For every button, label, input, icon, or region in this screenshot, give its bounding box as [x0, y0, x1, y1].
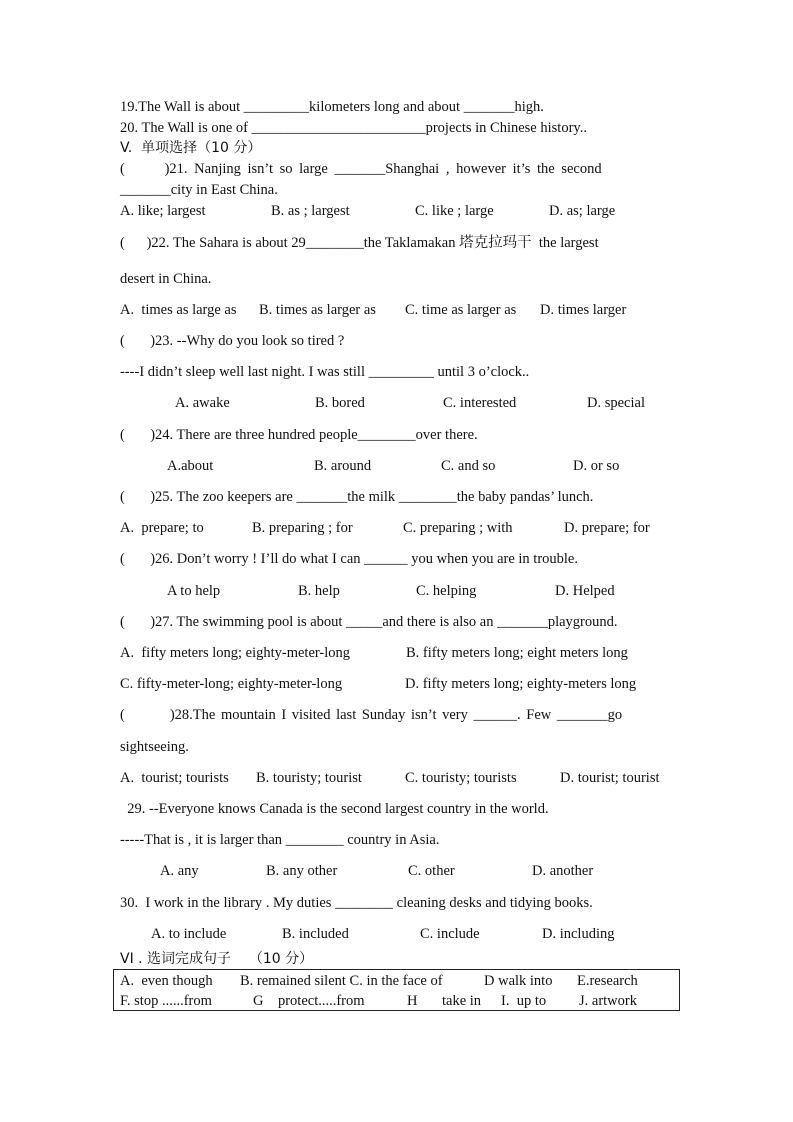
q24-option-d: D. or so: [573, 458, 620, 474]
q23-option-c: C. interested: [443, 395, 517, 411]
q27-option-a: A. fifty meters long; eighty-meter-long: [120, 645, 351, 661]
q29-option-b: B. any other: [266, 863, 338, 879]
q28-option-b: B. touristy; tourist: [256, 770, 362, 786]
q25-option-b: B. preparing ; for: [252, 520, 353, 536]
q23-line2: ----I didn’t sleep well last night. I was still _________ until 3 o’clock..: [120, 364, 530, 380]
q25-option-d: D. prepare; for: [564, 520, 650, 536]
q29-options: [0, 862, 680, 880]
q21-option-a: A. like; largest: [120, 203, 206, 219]
q29-option-d: D. another: [532, 863, 594, 879]
word-bank-g: G protect.....from: [253, 993, 365, 1009]
word-bank-a: A. even though: [120, 973, 213, 989]
q29-option-a: A. any: [160, 863, 199, 879]
q24-option-a: A.about: [167, 458, 214, 474]
q26-option-c: C. helping: [416, 583, 477, 599]
q24-options: [0, 457, 680, 475]
q21-options: [0, 202, 680, 220]
q22-option-a: A. times as large as: [120, 302, 237, 318]
q23-line1: ( )23. --Why do you look so tired ?: [120, 333, 345, 349]
q28-option-c: C. touristy; tourists: [405, 770, 517, 786]
q22-option-d: D. times larger: [540, 302, 627, 318]
word-bank-i: I. up to: [501, 993, 547, 1009]
q26-option-a: A to help: [167, 583, 221, 599]
q29-line1: 29. --Everyone knows Canada is the second largest country in the world.: [120, 801, 549, 817]
q21-line1: ( )21. Nanjing isn’t so large _______Shanghai , however it’s the second: [120, 161, 602, 177]
q29-option-c: C. other: [408, 863, 455, 879]
q26-line1: ( )26. Don’t worry ! I’ll do what I can ______ you when you are in trouble.: [120, 551, 578, 567]
q27-option-d: D. fifty meters long; eighty-meters long: [405, 676, 637, 692]
q26-options: [0, 582, 680, 600]
q26-option-b: B. help: [298, 583, 340, 599]
q30-option-c: C. include: [420, 926, 480, 942]
q23-options: [0, 394, 680, 412]
q24-option-c: C. and so: [441, 458, 496, 474]
q30-line1: 30. I work in the library . My duties ________ cleaning desks and tidying books.: [120, 895, 593, 911]
word-bank-h: take in: [442, 993, 482, 1009]
q30-option-a: A. to include: [151, 926, 227, 942]
q30-options: [0, 925, 680, 943]
q22-line2: desert in China.: [120, 271, 212, 287]
q21-option-d: D. as; large: [549, 203, 616, 219]
q25-option-a: A. prepare; to: [120, 520, 204, 536]
q28-line1: ( )28.The mountain I visited last Sunday isn’t very ______. Few _______go: [120, 707, 623, 723]
word-bank-h-label: H: [407, 993, 418, 1009]
q29-line2: -----That is , it is larger than ________ country in Asia.: [120, 832, 440, 848]
q28-options: [0, 769, 680, 787]
q25-option-c: C. preparing ; with: [403, 520, 513, 536]
word-bank-b-c: B. remained silent C. in the face of: [240, 973, 443, 989]
q26-option-d: D. Helped: [555, 583, 615, 599]
q30-option-b: B. included: [282, 926, 349, 942]
q27-options-row1: [0, 644, 680, 662]
q21-option-c: C. like ; large: [415, 203, 494, 219]
q27-line1: ( )27. The swimming pool is about _____and there is also an _______playground.: [120, 614, 618, 630]
q22-option-b: B. times as larger as: [259, 302, 376, 318]
q21-line2: _______city in East China.: [120, 182, 278, 198]
word-bank-row1: [120, 972, 680, 990]
q27-option-c: C. fifty-meter-long; eighty-meter-long: [120, 676, 343, 692]
word-bank-row2: [120, 992, 680, 1010]
q22-option-c: C. time as larger as: [405, 302, 517, 318]
word-bank-e: E.research: [577, 973, 638, 989]
word-bank-j: J. artwork: [579, 993, 637, 1009]
word-bank-d: D walk into: [484, 973, 553, 989]
q24-option-b: B. around: [314, 458, 372, 474]
q25-line1: ( )25. The zoo keepers are _______the milk ________the baby pandas’ lunch.: [120, 489, 594, 505]
q24-line1: ( )24. There are three hundred people________over there.: [120, 427, 478, 443]
word-bank-f: F. stop ......from: [120, 993, 212, 1009]
q20-line: 20. The Wall is one of ________________________projects in Chinese history..: [120, 120, 587, 136]
q27-options-row2: [0, 675, 680, 693]
q30-option-d: D. including: [542, 926, 615, 942]
word-bank-box: [113, 969, 680, 1011]
q23-option-a: A. awake: [175, 395, 230, 411]
section-6-heading: VI . 选词完成句子 （10 分）: [120, 951, 314, 967]
q27-option-b: B. fifty meters long; eight meters long: [406, 645, 628, 661]
q23-option-b: B. bored: [315, 395, 365, 411]
q21-option-b: B. as ; largest: [271, 203, 350, 219]
q22-options: [0, 301, 680, 319]
q28-line2: sightseeing.: [120, 739, 189, 755]
q22-line1: ( )22. The Sahara is about 29________the Taklamakan 塔克拉玛干 the largest: [120, 235, 599, 251]
q28-option-a: A. tourist; tourists: [120, 770, 229, 786]
q28-option-d: D. tourist; tourist: [560, 770, 660, 786]
q25-options: [0, 519, 680, 537]
q23-option-d: D. special: [587, 395, 645, 411]
q19-line: 19.The Wall is about _________kilometers long and about _______high.: [120, 99, 544, 115]
section-5-heading: V. 单项选择（10 分）: [120, 140, 262, 156]
